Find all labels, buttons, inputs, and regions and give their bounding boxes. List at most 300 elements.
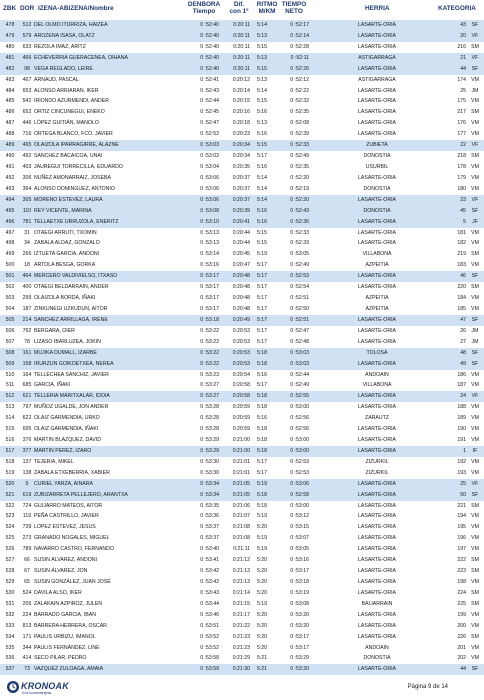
gap-cell: 0:20:48 <box>232 295 250 302</box>
position-cell: 490 <box>5 153 15 160</box>
gap-cell: 0:21:30 <box>232 666 250 673</box>
position-cell: 484 <box>5 87 15 94</box>
table-row <box>0 446 484 457</box>
time-cell: 0 :53:23 <box>200 371 219 378</box>
table-row <box>0 337 484 348</box>
category-rank-cell: 188 <box>457 404 466 411</box>
category-code-cell: SM <box>471 557 479 564</box>
category-code-cell: IF <box>472 447 478 454</box>
table-row <box>0 53 484 64</box>
dorsal-cell: 465 <box>22 142 32 149</box>
town-cell: LASARTE-ORIA <box>358 327 396 334</box>
town-cell: AZPEITIA <box>365 262 389 269</box>
category-code-cell: SM <box>471 600 479 607</box>
table-row <box>0 42 484 53</box>
category-rank-cell: 181 <box>457 229 466 236</box>
time-cell: 0 :53:29 <box>200 447 219 454</box>
position-cell: 501 <box>5 273 15 280</box>
dorsal-cell: 65 <box>24 579 30 586</box>
header-cat: KATEGORIA <box>438 5 476 12</box>
category-rank-cell: 186 <box>457 371 466 378</box>
category-rank-cell: 184 <box>457 295 466 302</box>
runner-name-cell: IRIONDO AZURMENDI, ANDER <box>34 98 109 105</box>
runner-name-cell: DAVILA ALSO, IKER <box>34 589 82 596</box>
pace-cell: 5:17 <box>256 469 268 476</box>
pace-cell: 5:16 <box>256 109 268 116</box>
time-cell: 0 :53:27 <box>200 393 219 400</box>
runner-name-cell: MORENO ESTEVEZ, LAURA <box>34 196 103 203</box>
position-cell: 535 <box>5 644 15 651</box>
position-cell: 530 <box>5 589 15 596</box>
town-cell: AZPEITIA <box>365 295 389 302</box>
dorsal-cell: 205 <box>22 600 32 607</box>
time-cell: 0 :53:43 <box>200 589 219 596</box>
town-cell: LASARTE-ORIA <box>358 447 396 454</box>
table-row <box>0 599 484 610</box>
time-cell: 0 :53:30 <box>200 458 219 465</box>
town-cell: LASARTE-ORIA <box>358 480 396 487</box>
time-cell: 0 :52:40 <box>200 32 219 39</box>
category-rank-cell: 190 <box>457 426 466 433</box>
category-rank-cell: 44 <box>460 65 466 72</box>
category-rank-cell: 194 <box>457 513 466 520</box>
table-row <box>0 391 484 402</box>
town-cell: LASARTE-ORIA <box>358 22 396 28</box>
category-code-cell: VF <box>471 54 479 61</box>
pace-cell: 5:21 <box>256 655 268 662</box>
runner-name-cell: ORTEGA BLANCO, FCO. JAVIER <box>34 131 113 138</box>
town-cell: LASARTE-ORIA <box>358 229 396 236</box>
category-rank-cell: 50 <box>460 491 466 498</box>
runner-name-cell: GRANADO NOGALES, MIGUEL <box>34 535 110 542</box>
time-cell: 0 :53:14 <box>200 251 219 258</box>
town-cell: LASARTE-ORIA <box>358 174 396 181</box>
dorsal-cell: 34 <box>24 240 30 247</box>
gap-cell: 0:20:59 <box>232 404 250 411</box>
dorsal-cell: 137 <box>22 458 32 465</box>
runner-name-cell: SUSIN GONZÁLEZ, JUAN JOSÉ <box>34 579 111 586</box>
town-cell: LASARTE-ORIA <box>358 524 396 531</box>
net-time-cell: 0 :53:29 <box>290 655 309 662</box>
category-rank-cell: 5 <box>463 218 466 225</box>
gap-cell: 0:21:13 <box>232 568 250 575</box>
category-rank-cell: 22 <box>460 142 466 149</box>
gap-cell: 0:20:58 <box>232 382 250 389</box>
gap-cell: 0:21:07 <box>232 513 250 520</box>
category-code-cell: VM <box>471 163 479 170</box>
runner-name-cell: OTAEGI BELDARRAIN, ANDER <box>34 284 109 291</box>
net-time-cell: 0 :53:17 <box>290 633 309 640</box>
category-rank-cell: 46 <box>460 273 466 280</box>
runner-name-cell: ARNAUD, PASCAL <box>34 76 79 83</box>
runner-name-cell: PEÑA CASTRILLO, JAVIER <box>34 513 99 520</box>
time-cell: 0 :52:40 <box>200 43 219 50</box>
position-cell: 478 <box>5 22 15 28</box>
header-name: IZENA-ABIZENA/Nombre <box>38 5 114 12</box>
dorsal-cell: 376 <box>22 437 32 444</box>
runner-name-cell: BARRERA HERRERA, OSCAR <box>34 622 107 629</box>
table-row <box>0 359 484 370</box>
time-cell: 0 :53:51 <box>200 622 219 629</box>
town-cell: LASARTE-ORIA <box>358 579 396 586</box>
position-cell: 526 <box>5 546 15 553</box>
table-row <box>0 632 484 643</box>
category-code-cell: VF <box>471 196 479 203</box>
category-code-cell: VM <box>471 295 479 302</box>
position-cell: 494 <box>5 196 15 203</box>
category-code-cell: VM <box>471 426 479 433</box>
town-cell: ZIZURKIL <box>365 469 389 476</box>
category-rank-cell: 179 <box>457 174 466 181</box>
header-club: HERRIA <box>365 5 390 12</box>
gap-cell: 0:20:47 <box>232 262 250 269</box>
runner-name-cell: GARCIA, IÑAKI <box>34 382 71 389</box>
runner-name-cell: ALONSO ARRIARAN, IKER <box>34 87 99 94</box>
dorsal-cell: 652 <box>22 109 32 116</box>
dorsal-cell: 305 <box>22 196 32 203</box>
net-time-cell: 0 :53:19 <box>290 589 309 596</box>
runner-name-cell: LOPEZ ESTEVEZ, JESUS <box>34 524 96 531</box>
dorsal-cell: 464 <box>22 273 32 280</box>
runner-name-cell: JAUREGUI TORRECILLA, EDUARDO <box>34 163 123 170</box>
pace-cell: 5:17 <box>256 295 268 302</box>
category-rank-cell: 189 <box>457 415 466 422</box>
runner-name-cell: VEGA REGLADO, LEIRE <box>34 65 93 72</box>
runner-name-cell: CURIEL YARZA, AINARA <box>34 480 93 487</box>
time-cell: 0 :53:42 <box>200 579 219 586</box>
table-row <box>0 140 484 151</box>
pace-cell: 5:17 <box>256 382 268 389</box>
category-code-cell: SM <box>471 251 479 258</box>
dorsal-cell: 73 <box>24 666 30 673</box>
category-rank-cell: 218 <box>457 153 466 160</box>
category-code-cell: VF <box>471 142 479 149</box>
category-code-cell: SF <box>471 273 479 280</box>
time-cell: 0 :52:52 <box>200 131 219 138</box>
time-cell: 0 :52:41 <box>200 76 219 83</box>
dorsal-cell: 78 <box>24 338 30 345</box>
gap-cell: 0:20:37 <box>232 174 250 181</box>
pace-cell: 5:13 <box>256 76 268 83</box>
category-rank-cell: 47 <box>460 316 466 323</box>
header-dif-line2: con 1º <box>229 7 249 15</box>
category-code-cell: JM <box>471 338 479 345</box>
dorsal-cell: 138 <box>22 469 32 476</box>
town-cell: LASARTE-ORIA <box>358 633 396 640</box>
position-cell: 480 <box>5 43 15 50</box>
category-rank-cell: 183 <box>457 262 466 269</box>
time-cell: 0 :53:22 <box>200 360 219 367</box>
category-code-cell: SM <box>471 153 479 160</box>
table-row <box>0 173 484 184</box>
header-neto <box>279 2 309 15</box>
gap-cell: 0:20:34 <box>232 142 250 149</box>
time-cell: 0 :53:08 <box>200 207 219 214</box>
category-code-cell: JF <box>472 218 478 225</box>
time-cell: 0 :53:52 <box>200 633 219 640</box>
category-code-cell: SM <box>471 589 479 596</box>
runner-name-cell: MUJIKA DUMALL, IZARBE <box>34 349 97 356</box>
pace-cell: 5:14 <box>256 174 268 181</box>
dorsal-cell: 110 <box>22 207 32 214</box>
category-code-cell: VF <box>471 480 479 487</box>
table-row <box>0 424 484 435</box>
gap-cell: 0:20:11 <box>233 54 250 61</box>
table-row <box>0 249 484 260</box>
net-time-cell: 0 :52:26 <box>290 65 309 72</box>
category-code-cell: VM <box>471 437 479 444</box>
category-rank-cell: 49 <box>460 360 466 367</box>
dorsal-cell: 161 <box>22 349 32 356</box>
table-row <box>0 435 484 446</box>
runner-name-cell: ZINKUNEGI UZKUDUN, AITOR <box>34 305 108 312</box>
net-time-cell: 0 :52:20 <box>290 196 309 203</box>
position-cell: 485 <box>5 98 15 105</box>
pace-cell: 5:17 <box>256 273 268 280</box>
position-cell: 506 <box>5 327 15 334</box>
net-time-cell: 0 :52:50 <box>290 305 309 312</box>
gap-cell: 0:20:41 <box>232 218 250 225</box>
time-cell: 0 :53:35 <box>200 502 219 509</box>
time-cell: 0 :53:37 <box>200 535 219 542</box>
category-code-cell: VM <box>471 229 479 236</box>
category-rank-cell: 191 <box>457 437 466 444</box>
category-rank-cell: 20 <box>460 32 466 39</box>
pace-cell: 5:20 <box>256 633 268 640</box>
position-cell: 493 <box>5 185 15 192</box>
time-cell: 0 :52:44 <box>200 98 219 105</box>
pace-cell: 5:16 <box>256 131 268 138</box>
net-time-cell: 0 :53:00 <box>290 447 309 454</box>
pace-cell: 5:13 <box>256 32 268 39</box>
table-row <box>0 64 484 75</box>
time-cell: 0 :53:06 <box>200 185 219 192</box>
net-time-cell: 0 :52:20 <box>290 174 309 181</box>
runner-name-cell: SANCHEZ BACAICOA, UNAI <box>34 153 103 160</box>
time-cell: 0 :53:36 <box>200 513 219 520</box>
gap-cell: 0:20:39 <box>232 207 250 214</box>
runner-name-cell: OLAIZOLA IPARRAGIRRE, ALAZNE <box>34 142 119 149</box>
town-cell: LASARTE-ORIA <box>358 513 396 520</box>
table-row <box>0 118 484 129</box>
runner-name-cell: SUSIN ÁLVAREZ, JON <box>34 568 88 575</box>
position-cell: 512 <box>5 393 15 400</box>
position-cell: 503 <box>5 295 15 302</box>
table-row <box>0 86 484 97</box>
time-cell: 0 :53:46 <box>200 611 219 618</box>
town-cell: LASARTE-ORIA <box>358 240 396 247</box>
runner-name-cell: TELLERIA MARITXALAR, IDOIA <box>34 393 110 400</box>
dorsal-cell: 9 <box>25 480 29 487</box>
gap-cell: 0:20:11 <box>233 43 250 50</box>
dorsal-cell: 542 <box>22 98 32 105</box>
category-code-cell: VM <box>471 240 479 247</box>
time-cell: 0 :53:28 <box>200 404 219 411</box>
header-dif <box>224 2 254 15</box>
town-cell: ZUBIETA <box>366 142 388 149</box>
dorsal-cell: 119 <box>22 513 32 520</box>
net-time-cell: 0 :52:47 <box>290 327 309 334</box>
header-ritmo-line2: M/KM <box>258 7 276 15</box>
dorsal-cell: 724 <box>22 502 32 509</box>
category-code-cell: VM <box>471 98 479 105</box>
table-row <box>0 490 484 501</box>
header-neto-line2: NETO <box>285 7 303 15</box>
header-dorsal: DOR <box>20 5 35 12</box>
dorsal-cell: 18 <box>24 262 30 269</box>
dorsal-cell: 789 <box>22 546 32 553</box>
page-footer <box>0 676 484 700</box>
table-row <box>0 533 484 544</box>
net-time-cell: 0 :52:49 <box>290 153 309 160</box>
category-rank-cell: 201 <box>457 644 466 651</box>
dorsal-cell: 224 <box>22 611 32 618</box>
category-rank-cell: 226 <box>457 633 466 640</box>
gap-cell: 0:20:48 <box>232 273 250 280</box>
gap-cell: 0:20:11 <box>233 65 250 72</box>
category-code-cell: SF <box>471 65 479 72</box>
position-cell: 482 <box>5 65 15 72</box>
time-cell: 0 :53:16 <box>200 262 219 269</box>
gap-cell: 0:20:48 <box>232 284 250 291</box>
pace-cell: 5:14 <box>256 22 268 28</box>
dorsal-cell: 344 <box>22 644 32 651</box>
pace-cell: 5:17 <box>256 338 268 345</box>
runner-name-cell: OLAIZ GARMENDIA, URKO <box>34 415 100 422</box>
category-code-cell: SF <box>471 491 479 498</box>
town-cell: ZIZURKIL <box>365 458 389 465</box>
town-cell: AZPEITIA <box>365 305 389 312</box>
header-ritmo <box>255 2 279 15</box>
gap-cell: 0:20:44 <box>232 240 250 247</box>
gap-cell: 0:20:49 <box>232 316 250 323</box>
net-time-cell: 0 :53:03 <box>290 349 309 356</box>
net-time-cell: 0 :52:33 <box>290 229 309 236</box>
table-row <box>0 501 484 512</box>
gap-cell: 0:20:59 <box>232 415 250 422</box>
category-code-cell: JM <box>471 87 479 94</box>
town-cell: LASARTE-ORIA <box>358 218 396 225</box>
position-cell: 499 <box>5 251 15 258</box>
town-cell: LASARTE-ORIA <box>358 338 396 345</box>
runner-name-cell: MARTIN BLAZQUEZ, DAVID <box>34 437 101 444</box>
net-time-cell: 0 :52:12 <box>290 76 309 83</box>
runner-name-cell: OLAIZ GARMENDIA, IÑAKI <box>34 426 99 433</box>
time-cell: 0 :53:28 <box>200 426 219 433</box>
pace-cell: 5:15 <box>256 142 268 149</box>
runner-name-cell: LÓPEZ GUITIÁN, MANOLO <box>34 120 99 127</box>
category-code-cell: SM <box>471 633 479 640</box>
table-row <box>0 457 484 468</box>
position-cell: 518 <box>5 458 15 465</box>
net-time-cell: 0 :52:33 <box>290 240 309 247</box>
position-cell: 509 <box>5 360 15 367</box>
table-row <box>0 326 484 337</box>
category-rank-cell: 225 <box>457 600 466 607</box>
net-time-cell: 0 :52:17 <box>290 22 309 28</box>
town-cell: USURBIL <box>365 163 389 170</box>
net-time-cell: 0 :52:11 <box>290 54 309 61</box>
position-cell: 529 <box>5 579 15 586</box>
category-code-cell: SF <box>471 207 479 214</box>
position-cell: 520 <box>5 480 15 487</box>
position-cell: 536 <box>5 655 15 662</box>
runner-name-cell: TELLAETXE URRUZOLA, ENERITZ <box>34 218 119 225</box>
table-row <box>0 468 484 479</box>
dorsal-cell: 164 <box>22 371 32 378</box>
time-cell: 0 :53:27 <box>200 382 219 389</box>
time-cell: 0 :53:17 <box>200 273 219 280</box>
category-code-cell: VM <box>471 185 479 192</box>
town-cell: LASARTE-ORIA <box>358 316 396 323</box>
town-cell: LASARTE-ORIA <box>358 196 396 203</box>
time-cell: 0 :53:34 <box>200 491 219 498</box>
town-cell: TOLOSA <box>366 349 388 356</box>
category-code-cell: SF <box>471 360 479 367</box>
time-cell: 0 :53:17 <box>200 284 219 291</box>
town-cell: ANDOAIN <box>365 644 389 651</box>
category-rank-cell: 220 <box>457 284 466 291</box>
runner-name-cell: SECO PILAR, PEDRO <box>34 655 87 662</box>
runner-name-cell: OLAIZOLA BORDA, IÑAKI <box>34 295 96 302</box>
time-cell: 0 :52:43 <box>200 87 219 94</box>
time-cell: 0 :52:40 <box>200 54 219 61</box>
gap-cell: 0:21:14 <box>232 589 250 596</box>
pace-cell: 5:19 <box>256 480 268 487</box>
pace-cell: 5:17 <box>256 305 268 312</box>
net-time-cell: 0 :53:16 <box>290 557 309 564</box>
gap-cell: 0:21:17 <box>232 611 250 618</box>
gap-cell: 0:21:05 <box>232 491 250 498</box>
town-cell: DONOSTIA <box>363 185 391 192</box>
time-cell: 0 :52:40 <box>200 65 219 72</box>
net-time-cell: 0 :52:35 <box>290 109 309 116</box>
runner-name-cell: BERGARA, OIER <box>34 327 75 334</box>
table-row <box>0 511 484 522</box>
category-rank-cell: 197 <box>457 546 466 553</box>
dorsal-cell: 299 <box>22 295 32 302</box>
table-row <box>0 293 484 304</box>
category-code-cell: VM <box>471 415 479 422</box>
town-cell: LASARTE-ORIA <box>358 426 396 433</box>
pace-cell: 5:18 <box>256 393 268 400</box>
gap-cell: 0:20:37 <box>232 196 250 203</box>
position-cell: 495 <box>5 207 15 214</box>
table-row <box>0 555 484 566</box>
gap-cell: 0:20:48 <box>232 305 250 312</box>
town-cell: LASARTE-ORIA <box>358 568 396 575</box>
dorsal-cell: 273 <box>22 535 32 542</box>
pace-cell: 5:16 <box>256 207 268 214</box>
town-cell: ASTIGARRAGA <box>358 76 396 83</box>
gap-cell: 0:20:44 <box>232 229 250 236</box>
dorsal-cell: 403 <box>22 163 32 170</box>
position-cell: 519 <box>5 469 15 476</box>
net-time-cell: 0 :53:08 <box>290 600 309 607</box>
category-code-cell: VM <box>471 120 479 127</box>
time-cell: 0 :52:47 <box>200 120 219 127</box>
dorsal-cell: 685 <box>22 382 32 389</box>
net-time-cell: 0 :53:00 <box>290 437 309 444</box>
table-row <box>0 348 484 359</box>
position-cell: 502 <box>5 284 15 291</box>
net-time-cell: 0 :52:44 <box>290 371 309 378</box>
pace-cell: 5:17 <box>256 316 268 323</box>
gap-cell: 0:21:08 <box>232 524 250 531</box>
category-code-cell: VM <box>471 131 479 138</box>
dorsal-cell: 579 <box>22 32 32 39</box>
category-code-cell: VM <box>471 404 479 411</box>
